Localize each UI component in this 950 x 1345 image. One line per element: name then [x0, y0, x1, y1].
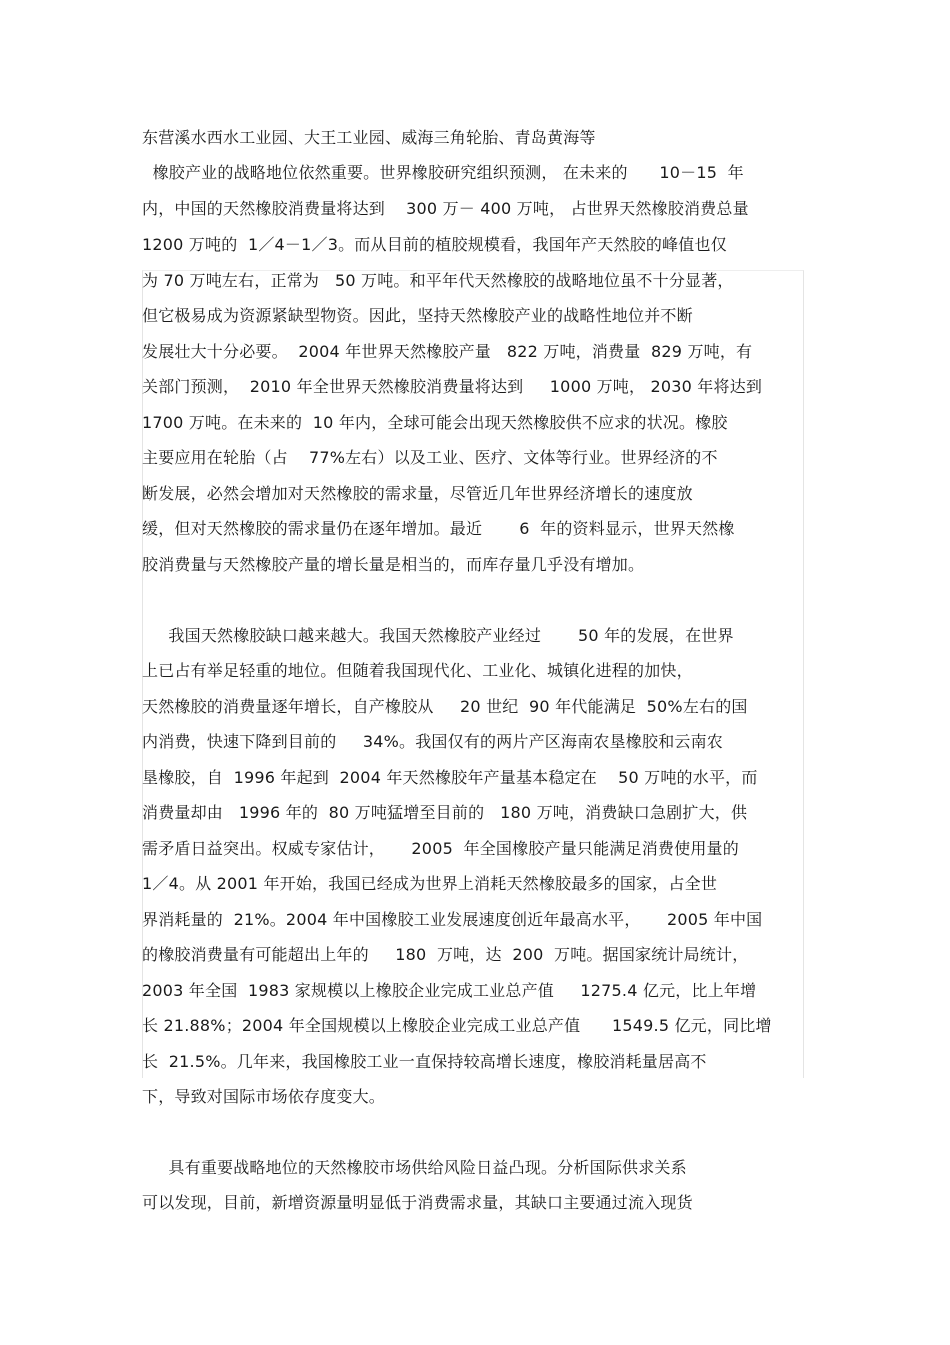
text-line: 具有重要战略地位的天然橡胶市场供给风险日益凸现。分析国际供求关系 — [142, 1158, 687, 1177]
text-line: 2003 年全国 1983 家规模以上橡胶企业完成工业总产值 1275.4 亿元，比上年增 — [142, 981, 757, 1000]
text-line: 关部门预测， 2010 年全世界天然橡胶消费量将达到 1000 万吨， 2030 年将达到 — [142, 377, 763, 396]
text-line: 内，中国的天然橡胶消费量将达到 300 万－ 400 万吨， 占世界天然橡胶消费总量 — [142, 199, 749, 218]
text-line: 东营溪水西水工业园、大王工业园、威海三角轮胎、青岛黄海等 — [142, 128, 596, 147]
text-line: 的橡胶消费量有可能超出上年的 180 万吨，达 200 万吨。据国家统计局统计， — [142, 945, 749, 964]
text-line: 胶消费量与天然橡胶产量的增长量是相当的，而库存量几乎没有增加。 — [142, 555, 645, 574]
text-line: 下，导致对国际市场依存度变大。 — [142, 1087, 386, 1106]
text-line: 缓，但对天然橡胶的需求量仍在逐年增加。最近 6 年的资料显示，世界天然橡 — [142, 519, 735, 538]
text-line: 1200 万吨的 1／4－1／3。而从目前的植胶规模看，我国年产天然胶的峰值也仅 — [142, 235, 727, 254]
text-line: 需矛盾日益突出。权威专家估计， 2005 年全国橡胶产量只能满足消费使用量的 — [142, 839, 739, 858]
text-line: 发展壮大十分必要。 2004 年世界天然橡胶产量 822 万吨，消费量 829 万吨，有 — [142, 342, 753, 361]
text-line: 主要应用在轮胎（占 77%左右）以及工业、医疗、文体等行业。世界经济的不 — [142, 448, 718, 467]
text-line: 橡胶产业的战略地位依然重要。世界橡胶研究组织预测， 在未来的 10－15 年 — [142, 163, 744, 182]
text-line: 内消费，快速下降到目前的 34%。我国仅有的两片产区海南农垦橡胶和云南农 — [142, 732, 723, 751]
text-line: 可以发现，目前，新增资源量明显低于消费需求量，其缺口主要通过流入现货 — [142, 1193, 693, 1212]
text-line: 我国天然橡胶缺口越来越大。我国天然橡胶产业经过 50 年的发展，在世界 — [142, 626, 734, 645]
text-line: 为 70 万吨左右，正常为 50 万吨。和平年代天然橡胶的战略地位虽不十分显著， — [142, 271, 734, 290]
text-line: 但它极易成为资源紧缺型物资。因此，坚持天然橡胶产业的战略性地位并不断 — [142, 306, 693, 325]
text-line: 天然橡胶的消费量逐年增长，自产橡胶从 20 世纪 90 年代能满足 50%左右的国 — [142, 697, 748, 716]
text-line: 消费量却由 1996 年的 80 万吨猛增至目前的 180 万吨，消费缺口急剧扩大，供 — [142, 803, 748, 822]
text-line: 长 21.5%。几年来，我国橡胶工业一直保持较高增长速度，橡胶消耗量居高不 — [142, 1052, 707, 1071]
text-line: 界消耗量的 21%。2004 年中国橡胶工业发展速度创近年最高水平， 2005 年中国 — [142, 910, 763, 929]
text-line: 1700 万吨。在未来的 10 年内，全球可能会出现天然橡胶供不应求的状况。橡胶 — [142, 413, 728, 432]
text-line: 断发展，必然会增加对天然橡胶的需求量，尽管近几年世界经济增长的速度放 — [142, 484, 693, 503]
text-line: 1／4。从 2001 年开始，我国已经成为世界上消耗天然橡胶最多的国家，占全世 — [142, 874, 718, 893]
text-line: 垦橡胶，自 1996 年起到 2004 年天然橡胶年产量基本稳定在 50 万吨的水平，而 — [142, 768, 758, 787]
text-line: 上已占有举足轻重的地位。但随着我国现代化、工业化、城镇化进程的加快， — [142, 661, 693, 680]
text-line: 长 21.88%；2004 年全国规模以上橡胶企业完成工业总产值 1549.5 亿元，同比增 — [142, 1016, 772, 1035]
